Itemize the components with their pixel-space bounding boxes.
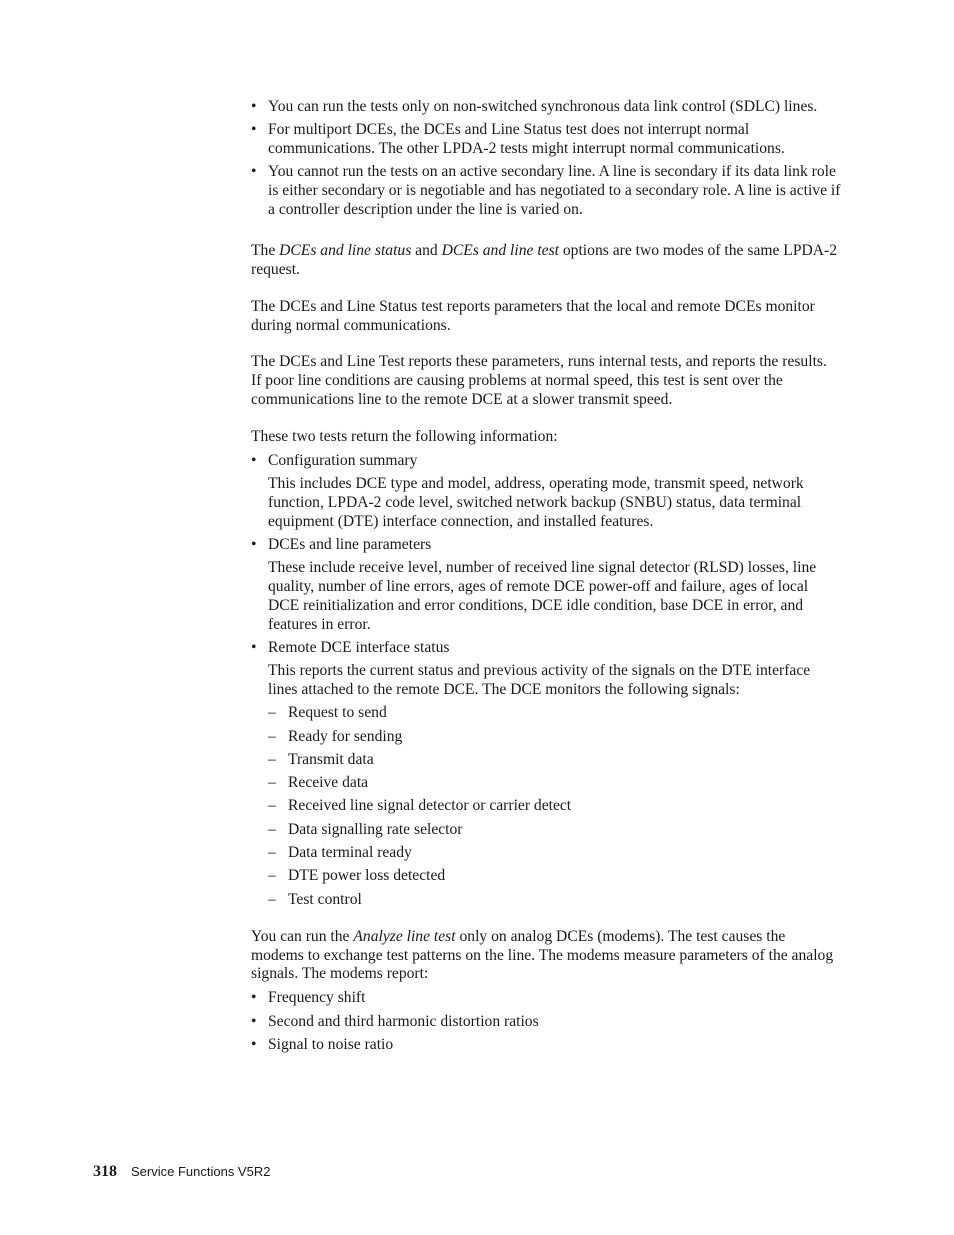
- bullet-marker: •: [251, 451, 257, 469]
- list-item-description: These include receive level, number of received line signal detector (RLSD) losses, line quality, number of line errors, ages of remote DCE power-off and failure, ages of local DCE reinitialization and error conditions, DCE idle condition, base DCE in error, and features in error.: [268, 559, 817, 633]
- signal-item: [268, 704, 841, 723]
- list-item-description: This reports the current status and previous activity of the signals on the DTE interface lines attached to the remote DCE. The DCE monitors the following signals:: [268, 662, 811, 698]
- text-run: and: [411, 242, 442, 260]
- dash-marker: –: [268, 867, 276, 885]
- list-item-text: You cannot run the tests on an active secondary line. A line is secondary if its data link role is either secondary or is negotiable and has negotiated to a secondary role. A line is active if a controller description under the line is varied on.: [268, 163, 841, 218]
- info-list: [251, 452, 841, 910]
- page-body: [251, 98, 841, 1059]
- dash-marker: –: [268, 704, 276, 722]
- signal-item: [268, 867, 841, 886]
- text-run: only on analog DCEs (modems). The test causes the modems to exchange test patterns on the line. The modems measure parameters of the analog signals. The modems report:: [251, 927, 834, 983]
- modes-paragraph: [251, 242, 841, 280]
- bullet-marker: •: [251, 989, 257, 1007]
- dash-marker: –: [268, 797, 276, 815]
- list-item-text: You can run the tests only on non-switched synchronous data link control (SDLC) lines.: [268, 98, 818, 115]
- signals-list: [268, 704, 841, 909]
- signal-text: Test control: [288, 890, 362, 908]
- list-item-text: Signal to noise ratio: [268, 1035, 394, 1053]
- signal-text: Received line signal detector or carrier detect: [288, 797, 572, 815]
- bullet-marker: •: [251, 1012, 257, 1030]
- page-number: 318: [93, 1163, 117, 1180]
- signal-item: [268, 821, 841, 840]
- signal-text: Data signalling rate selector: [288, 820, 463, 838]
- list-item-text: Frequency shift: [268, 989, 366, 1007]
- text-run: You can run the: [251, 927, 354, 945]
- text-run: The: [251, 242, 280, 260]
- list-item-title: Remote DCE interface status: [268, 638, 450, 656]
- signal-item: [268, 797, 841, 816]
- list-item: [251, 98, 841, 117]
- signal-text: DTE power loss detected: [288, 867, 446, 885]
- bullet-marker: •: [251, 163, 257, 181]
- modem-reports-list: [251, 989, 841, 1054]
- signal-item: [268, 774, 841, 793]
- dash-marker: –: [268, 774, 276, 792]
- analyze-paragraph: [251, 928, 841, 984]
- list-item: [251, 639, 841, 910]
- text-run: options are two modes of the same LPDA-2 request.: [251, 242, 838, 279]
- list-item: [251, 1013, 841, 1032]
- book-title: Service Functions V5R2: [131, 1164, 271, 1179]
- bullet-marker: •: [251, 638, 257, 656]
- signal-text: Transmit data: [288, 750, 374, 768]
- signal-item: [268, 751, 841, 770]
- list-item: [251, 536, 841, 634]
- italic-term: DCEs and line status: [279, 242, 412, 260]
- italic-term: DCEs and line test: [441, 242, 559, 260]
- signal-item: [268, 844, 841, 863]
- bullet-marker: •: [251, 121, 257, 139]
- signal-item: [268, 728, 841, 747]
- list-item: [251, 1036, 841, 1055]
- bullet-marker: •: [251, 1035, 257, 1053]
- signal-item: [268, 891, 841, 910]
- bullet-marker: •: [251, 98, 257, 115]
- signal-text: Ready for sending: [288, 727, 403, 745]
- return-paragraph: These two tests return the following information:: [251, 427, 558, 445]
- list-item-description: This includes DCE type and model, address, operating mode, transmit speed, network function, LPDA-2 code level, switched network backup (SNBU) status, data terminal equipment (DTE) interface connection, and installed features.: [268, 474, 804, 530]
- list-item: [251, 989, 841, 1008]
- list-item: [251, 452, 841, 532]
- list-item-title: DCEs and line parameters: [268, 535, 432, 553]
- signal-text: Request to send: [288, 704, 387, 722]
- dash-marker: –: [268, 750, 276, 768]
- dash-marker: –: [268, 890, 276, 908]
- bullet-marker: •: [251, 535, 257, 553]
- italic-term: Analyze line test: [353, 927, 456, 945]
- dash-marker: –: [268, 844, 276, 861]
- dash-marker: –: [268, 727, 276, 745]
- list-item-text: For multiport DCEs, the DCEs and Line Status test does not interrupt normal communications. The other LPDA-2 tests might interrupt normal communications.: [268, 121, 785, 158]
- restrictions-list: [251, 98, 841, 220]
- list-item: [251, 121, 841, 159]
- page-footer: [93, 1163, 270, 1181]
- list-item-text: Second and third harmonic distortion ratios: [268, 1012, 539, 1030]
- signal-text: Data terminal ready: [288, 844, 412, 861]
- list-item: [251, 163, 841, 219]
- test-paragraph: The DCEs and Line Test reports these parameters, runs internal tests, and reports the results. If poor line conditions are causing problems at normal speed, this test is sent over the communications line to the remote DCE at a slower transmit speed.: [251, 353, 827, 409]
- dash-marker: –: [268, 820, 276, 838]
- signal-text: Receive data: [288, 774, 369, 792]
- list-item-title: Configuration summary: [268, 451, 418, 469]
- status-paragraph: The DCEs and Line Status test reports parameters that the local and remote DCEs monitor during normal communications.: [251, 297, 815, 334]
